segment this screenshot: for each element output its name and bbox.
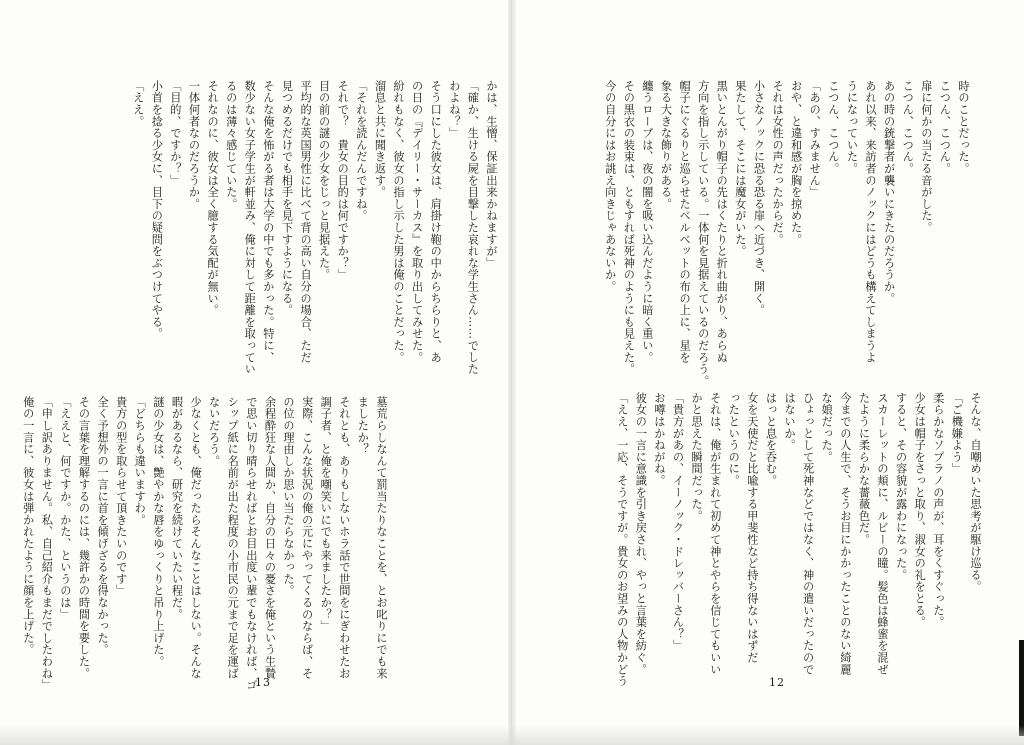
text-line: 余程酔狂な人間か、自分の日々の憂さを俺という生贄 [263, 396, 277, 680]
text-line: そんな、自嘲めいた思考が駆け巡る。 [969, 392, 982, 593]
text-line: ひょっとして死神などではなく、神の遣いだったので [801, 392, 815, 676]
text-line: 果たして、そこには魔女がいた。 [733, 80, 747, 257]
left-upper-text [128, 80, 500, 380]
text-line: ないだろう。 [207, 396, 221, 467]
text-line: 「確か、生ける屍を目撃した哀れな学生さん……でした [466, 80, 480, 375]
text-line: 黒いとんがり帽子の先はくたりと折れ曲がり、あらぬ [715, 80, 729, 364]
text-line: るのは薄々感じていた。 [224, 80, 238, 210]
text-line: かは、生憎、保証出来かねますが」 [485, 80, 498, 269]
text-line: 俺の一言に、彼女は弾かれたように顔を上げた。 [21, 396, 35, 656]
text-line: 目の前の謎の少女をじっと見据えた。 [317, 80, 331, 281]
text-line: 今までの人生で、そうお目にかかったことのない綺麗 [838, 392, 852, 676]
text-line: 全く予想外の一言に首を傾げざるを得なかった。 [96, 396, 110, 656]
text-line: すると、その容貌が露わになった。 [894, 392, 908, 581]
text-line: 小さなノックに恐る恐る扉へ近づき、開く。 [752, 80, 766, 316]
text-line: 柔らかなソプラノの声が、耳をくすぐった。 [931, 392, 945, 628]
text-line: その黒衣の装束は、ともすれば死神のようにも見えた。 [622, 80, 636, 375]
text-line: 調子者、と俺を嘲笑いにでも来ましたか？」 [319, 396, 333, 632]
text-line: それは、俺が生まれて初めて神とやらを信じてもいい [708, 392, 722, 676]
text-line: こつん、こつん。 [938, 80, 952, 175]
text-line: あれ以来、来訪者のノックにはどうも構えてしまうよ [864, 80, 878, 364]
page-number-right: 12 [769, 676, 785, 689]
text-line: 謎の少女は、艶やかな唇をゆっくりと吊り上げた。 [151, 396, 165, 668]
right-lower-text [612, 392, 984, 692]
text-line: 「貴方があの、イーノック・ドレッバーさん？」 [671, 392, 685, 652]
text-line: の位の理由しか思い当たらなかった。 [282, 396, 296, 597]
text-line: 「ご機嫌よう」 [950, 392, 964, 475]
text-line: 溜息と共に聞き返す。 [373, 80, 387, 198]
text-line: 「ええ。 [131, 80, 145, 128]
text-line: それとも、ありもしないホラ話で世間をにぎわせたお [337, 396, 351, 680]
text-line: わよね？」 [447, 80, 461, 139]
text-line: 帽子にぐるりと巡らせたベルベットの布の上に、星を [678, 80, 692, 364]
text-line: 暇があるなら、研究を続けていたい程だ。 [170, 396, 184, 621]
text-line: それなのに、彼女は全く臆する気配が無い。 [206, 80, 220, 316]
text-line: 「あの、すみません」 [808, 80, 822, 198]
text-line: おや、と違和感が胸を掠めた。 [789, 80, 803, 246]
text-line: な娘だった。 [820, 392, 834, 463]
text-line: 数少ない女子学生が軒並み、俺に対して距離を取ってい [243, 80, 257, 375]
right-upper-text [600, 80, 972, 387]
right-page [512, 0, 1024, 745]
text-line: あの時の銃撃者が襲いにきたのだろうか。 [882, 80, 896, 305]
text-line: お噂はかねがね。 [652, 392, 666, 487]
text-line: 「ええと、何ですか。かた、というのは」 [58, 396, 72, 621]
text-line: 見つめるだけでも相手を見下すようになる。 [280, 80, 294, 316]
text-line: はないか。 [783, 392, 797, 451]
text-line: それは女性の声だったからだ。 [771, 80, 785, 246]
text-line: 今の自分にはお誂え向きじゃあないか。 [603, 80, 617, 293]
text-line: 「申し訳ありません。私、自己紹介もまだでしたわね」 [40, 396, 54, 691]
text-line: 彼女の一言に意識を引き戻され、やっと言葉を紡ぐ。 [634, 392, 648, 676]
text-line: その言葉を理解するのには、幾許かの時間を要した。 [77, 396, 91, 680]
text-line: 「ええ、一応、そうですが。貴女のお望みの人物かどう [615, 392, 629, 687]
text-line: 紛れもなく、彼女の指し示した男は俺のことだった。 [392, 80, 406, 364]
text-line: 象る大きな飾りがある。 [659, 80, 673, 210]
text-line: こつん、こつん。 [826, 80, 840, 175]
text-line: スカーレットの頬に、ルビーの瞳。髪色は蜂蜜を混ぜ [876, 392, 890, 676]
book-gutter [508, 0, 516, 745]
text-line: シップ紙に名前が出た程度の小市民の元まで足を運ば [226, 396, 240, 680]
text-line: それで？ 貴女の目的は何ですか？」 [336, 80, 350, 281]
text-line: 少なくとも、俺だったらそんなことはしない。そんな [189, 396, 203, 680]
text-line: そう口にした彼女は、肩掛け鞄の中からちらりと、あ [429, 80, 443, 364]
text-line: 「目的、ですか？」 [168, 80, 182, 187]
text-line: 貴方の型を取らせて頂きたいのです」 [114, 396, 128, 597]
text-line: 少女は帽子をさっと取り、淑女の礼をとる。 [913, 392, 927, 628]
page-number-left: 13 [255, 676, 271, 689]
text-line: ましたか？ [356, 396, 370, 455]
text-line: たように柔らかな薔薇色だ。 [857, 392, 871, 546]
text-line: こつん、こつん。 [901, 80, 915, 175]
text-line: で思い切り晴らせればとお目出度い輩でもなければ、ゴ [244, 396, 258, 691]
text-line: 「どちらも違いますわ。 [133, 396, 147, 526]
text-line: 平均的な英国男性に比べて背の高い自分の場合、ただ [299, 80, 313, 364]
text-line: 扉に何かの当たる音がした。 [919, 80, 933, 234]
scan-shadow [0, 725, 1024, 745]
text-line: 時のことだった。 [957, 80, 970, 175]
text-line: 「それを読んだんですね。 [354, 80, 368, 222]
page-edge-mark [1019, 640, 1024, 736]
text-line: 一体何者なのだろうか。 [187, 80, 201, 210]
text-line: ったというのに。 [727, 392, 741, 487]
text-line: 方向を指し示している。一体何を見据えているのだろう。 [696, 80, 710, 387]
text-line: 小首を捻る少女に、目下の疑問をぶつけてやる。 [150, 80, 164, 340]
text-line: 墓荒らしなんて罰当たりなことを、とお叱りにでも来 [375, 396, 388, 680]
text-line: うになっていた。 [845, 80, 859, 175]
left-lower-text [18, 396, 390, 692]
text-line: はっと息を呑む。 [764, 392, 778, 487]
text-line: かと思えた瞬間だった。 [690, 392, 704, 522]
text-line: 実際、こんな状況の俺の元にやってくるのならば、そ [300, 396, 314, 680]
text-line: 女を天使だと比喩する甲斐性など持ち得ないはずだ [745, 392, 759, 664]
text-line: そんな俺を怖がる者は大学の中でも多かった。特に、 [261, 80, 275, 364]
text-line: 纏うローブは、夜の闇を吸い込んだように暗く重い。 [640, 80, 654, 364]
text-line: の日の『デイリー・サーカス』を取り出してみせた。 [410, 80, 424, 364]
